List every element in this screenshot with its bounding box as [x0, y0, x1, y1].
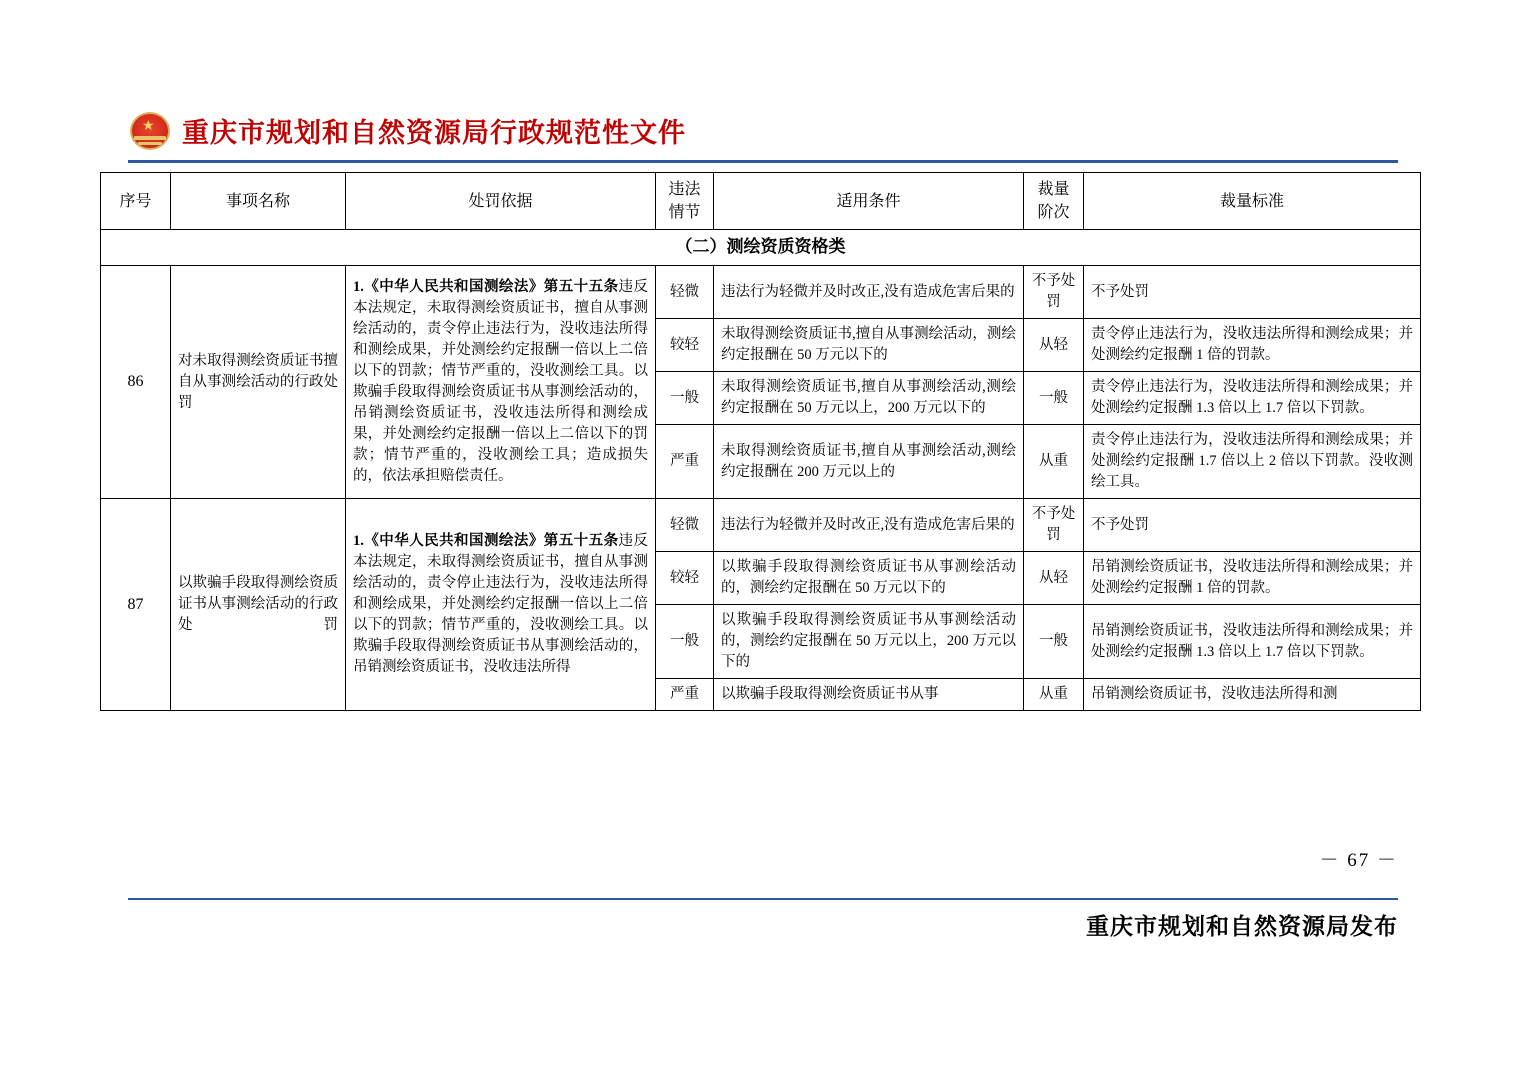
- col-header-name: 事项名称: [171, 173, 346, 230]
- footer-divider: [128, 898, 1398, 900]
- item-basis: [346, 499, 656, 711]
- level-cell: 从轻: [1024, 319, 1084, 372]
- level-cell: 一般: [1024, 372, 1084, 425]
- item-basis-lead: 1.《中华人民共和国测绘法》第五十五条: [353, 533, 619, 550]
- severity-cell: 一般: [656, 605, 714, 679]
- page-number: － 67 －: [1319, 850, 1398, 871]
- table-row: [101, 499, 1421, 552]
- condition-cell: 以欺骗手段取得测绘资质证书从事测绘活动的，测绘约定报酬在 50 万元以下的: [714, 552, 1024, 605]
- item-basis: [346, 266, 656, 499]
- section-title-row: [101, 230, 1421, 266]
- standard-cell: 吊销测绘资质证书，没收违法所得和测绘成果；并处测绘约定报酬 1 倍的罚款。: [1084, 552, 1421, 605]
- item-name: 对未取得测绘资质证书擅自从事测绘活动的行政处罚: [171, 266, 346, 499]
- document-title: 重庆市规划和自然资源局行政规范性文件: [182, 117, 686, 148]
- condition-cell: 违法行为轻微并及时改正,没有造成危害后果的: [714, 499, 1024, 552]
- level-cell: 从重: [1024, 425, 1084, 499]
- condition-cell: 未取得测绘资质证书,擅自从事测绘活动，测绘约定报酬在 50 万元以下的: [714, 319, 1024, 372]
- condition-cell: 以欺骗手段取得测绘资质证书从事: [714, 679, 1024, 711]
- level-cell: 从轻: [1024, 552, 1084, 605]
- severity-cell: 严重: [656, 425, 714, 499]
- col-header-basis: 处罚依据: [346, 173, 656, 230]
- item-basis-text: 违反本法规定，未取得测绘资质证书，擅自从事测绘活动的，责令停止违法行为，没收违法所得和测绘成果，并处测绘约定报酬一倍以上二倍以下的罚款；情节严重的，没收测绘工具。以欺骗手段取得测绘资质证书从事测绘活动的，吊销测绘资质证书，没收违法所得和测绘成果，并处测绘约定报酬一倍以上二倍以下的罚款；情节严重的，没收测绘工具；造成损失的，依法承担赔偿责任。: [353, 279, 649, 485]
- col-header-standard: 裁量标准: [1084, 173, 1421, 230]
- standard-cell: 吊销测绘资质证书，没收违法所得和测: [1084, 679, 1421, 711]
- standard-cell: 不予处罚: [1084, 266, 1421, 319]
- discretion-standards-table: [100, 172, 1421, 711]
- severity-cell: 较轻: [656, 319, 714, 372]
- level-cell: 从重: [1024, 679, 1084, 711]
- severity-cell: 严重: [656, 679, 714, 711]
- level-cell: 不予处罚: [1024, 499, 1084, 552]
- table-header-row: [101, 173, 1421, 230]
- level-cell: 不予处罚: [1024, 266, 1084, 319]
- condition-cell: 未取得测绘资质证书,擅自从事测绘活动,测绘约定报酬在 50 万元以上，200 万元以下的: [714, 372, 1024, 425]
- level-cell: 一般: [1024, 605, 1084, 679]
- standard-cell: 责令停止违法行为，没收违法所得和测绘成果；并处测绘约定报酬 1.3 倍以上 1.7 倍以下罚款。: [1084, 372, 1421, 425]
- standard-cell: 不予处罚: [1084, 499, 1421, 552]
- standard-cell: 责令停止违法行为，没收违法所得和测绘成果；并处测绘约定报酬 1 倍的罚款。: [1084, 319, 1421, 372]
- item-name: 以欺骗手段取得测绘资质证书从事测绘活动的行政处罚: [171, 499, 346, 711]
- item-basis-lead: 1.《中华人民共和国测绘法》第五十五条: [353, 279, 619, 295]
- condition-cell: 未取得测绘资质证书,擅自从事测绘活动,测绘约定报酬在 200 万元以上的: [714, 425, 1024, 499]
- standard-cell: 责令停止违法行为，没收违法所得和测绘成果；并处测绘约定报酬 1.7 倍以上 2 倍以下罚款。没收测绘工具。: [1084, 425, 1421, 499]
- col-header-severity: 违法情节: [656, 173, 714, 230]
- severity-cell: 轻微: [656, 499, 714, 552]
- col-header-condition: 适用条件: [714, 173, 1024, 230]
- table-row: [101, 266, 1421, 319]
- item-no: 86: [101, 266, 171, 499]
- header-divider: [128, 160, 1398, 163]
- document-header: [128, 108, 1398, 152]
- col-header-level: 裁量阶次: [1024, 173, 1084, 230]
- section-title: （二）测绘资质资格类: [101, 230, 1421, 266]
- severity-cell: 轻微: [656, 266, 714, 319]
- item-basis-text: 违反本法规定，未取得测绘资质证书，擅自从事测绘活动的，责令停止违法行为，没收违法所得和测绘成果，并处测绘约定报酬一倍以上二倍以下的罚款；情节严重的，没收测绘工具。以欺骗手段取得测绘资质证书从事测绘活动的，吊销测绘资质证书，没收违法所得: [353, 533, 649, 676]
- condition-cell: 以欺骗手段取得测绘资质证书从事测绘活动的，测绘约定报酬在 50 万元以上，200 万元以下的: [714, 605, 1024, 679]
- footer-organization: 重庆市规划和自然资源局发布: [1086, 914, 1398, 939]
- severity-cell: 较轻: [656, 552, 714, 605]
- severity-cell: 一般: [656, 372, 714, 425]
- item-no: 87: [101, 499, 171, 711]
- col-header-no: 序号: [101, 173, 171, 230]
- national-emblem-icon: ★: [128, 108, 172, 152]
- standard-cell: 吊销测绘资质证书，没收违法所得和测绘成果；并处测绘约定报酬 1.3 倍以上 1.7 倍以下罚款。: [1084, 605, 1421, 679]
- condition-cell: 违法行为轻微并及时改正,没有造成危害后果的: [714, 266, 1024, 319]
